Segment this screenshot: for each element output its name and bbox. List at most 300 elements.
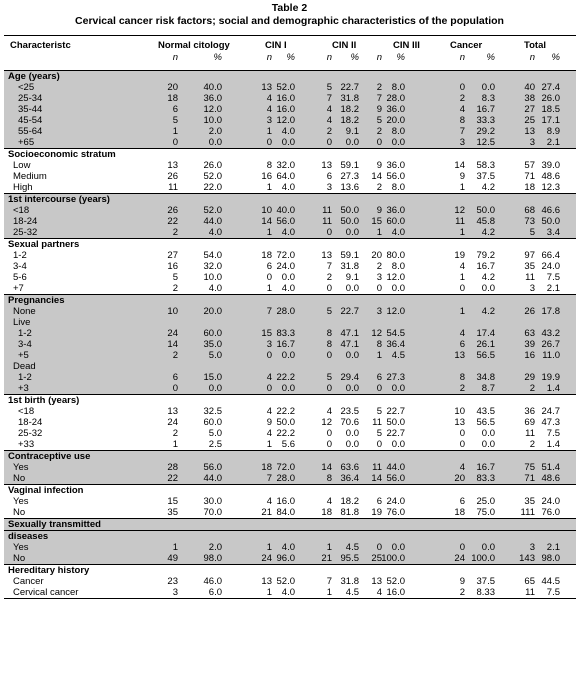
table-row bbox=[4, 272, 576, 283]
cell-pct: 18.2 bbox=[340, 104, 359, 115]
cell-pct: 11.0 bbox=[542, 350, 560, 361]
cell-n: 13 bbox=[454, 417, 465, 428]
cell-pct: 4.0 bbox=[391, 227, 405, 238]
table-row bbox=[4, 406, 576, 417]
header-row-units bbox=[4, 52, 576, 64]
cell-pct: 12.0 bbox=[386, 306, 405, 317]
table-row bbox=[4, 507, 576, 518]
cell-pct: 8.3 bbox=[481, 93, 495, 104]
row-label: +33 bbox=[18, 439, 35, 450]
cell-pct: 8.0 bbox=[391, 182, 405, 193]
cell-n: 4 bbox=[326, 496, 332, 507]
cell-pct: 0.0 bbox=[345, 383, 359, 394]
cell-pct: 4.2 bbox=[481, 227, 495, 238]
cell-pct: 76.0 bbox=[386, 507, 405, 518]
cell-n: 7 bbox=[326, 93, 332, 104]
cell-pct: 26.7 bbox=[541, 339, 560, 350]
cell-pct: 43.2 bbox=[541, 328, 560, 339]
cell-n: 2 bbox=[326, 272, 332, 283]
section-label: Vaginal infection bbox=[8, 485, 84, 496]
cell-n: 57 bbox=[524, 160, 535, 171]
cell-n: 9 bbox=[376, 160, 382, 171]
cell-pct: 17.8 bbox=[541, 306, 560, 317]
cell-n: 25 bbox=[524, 115, 535, 126]
cell-pct: 16.0 bbox=[386, 587, 405, 598]
cell-n: 35 bbox=[524, 261, 535, 272]
row-label: No bbox=[13, 507, 26, 518]
cell-n: 26 bbox=[524, 306, 535, 317]
table-row bbox=[4, 553, 576, 564]
cell-n: 63 bbox=[524, 328, 535, 339]
cell-pct: 22.7 bbox=[386, 406, 405, 417]
cell-n: 14 bbox=[261, 216, 272, 227]
cell-pct: 72.0 bbox=[276, 462, 295, 473]
cell-pct: 27.3 bbox=[386, 372, 405, 383]
table-row bbox=[4, 306, 576, 317]
cell-pct: 4.5 bbox=[345, 587, 359, 598]
cell-pct: 10.0 bbox=[203, 115, 222, 126]
cell-pct: 0.0 bbox=[481, 283, 495, 294]
cell-n: 11 bbox=[168, 182, 178, 193]
cell-pct: 0.0 bbox=[481, 428, 495, 439]
cell-n: 2 bbox=[376, 82, 382, 93]
table-title: Cervical cancer risk factors; social and demographic characteristics of the population bbox=[75, 15, 504, 27]
section-label: Sexual partners bbox=[8, 239, 80, 250]
cell-pct: 0.0 bbox=[345, 350, 359, 361]
cell-pct: 0.0 bbox=[391, 542, 405, 553]
row-label: 35-44 bbox=[18, 104, 43, 115]
cell-n: 7 bbox=[459, 126, 465, 137]
row-label: Low bbox=[13, 160, 31, 171]
cell-n: 7 bbox=[376, 93, 382, 104]
header-total: Total bbox=[524, 40, 546, 51]
cell-n: 4 bbox=[459, 328, 465, 339]
cell-pct: 26.0 bbox=[203, 160, 222, 171]
row-label: 5-6 bbox=[13, 272, 27, 283]
cell-pct: 47.1 bbox=[340, 339, 359, 350]
cell-n: 10 bbox=[261, 205, 272, 216]
cell-n: 13 bbox=[167, 406, 178, 417]
cell-pct: 43.5 bbox=[476, 406, 495, 417]
cell-n: 19 bbox=[454, 250, 465, 261]
cell-n: 0 bbox=[172, 137, 178, 148]
header-pct: % bbox=[350, 52, 359, 63]
cell-n: 4 bbox=[326, 406, 332, 417]
cell-n: 6 bbox=[459, 339, 465, 350]
cell-n: 2 bbox=[529, 383, 535, 394]
cell-n: 29 bbox=[524, 372, 535, 383]
section-row bbox=[4, 71, 576, 82]
table-row bbox=[4, 250, 576, 261]
cell-n: 18 bbox=[454, 507, 465, 518]
row-label: 25-32 bbox=[18, 428, 43, 439]
cell-n: 13 bbox=[321, 250, 332, 261]
row-label: 18-24 bbox=[13, 216, 38, 227]
row-label: No bbox=[13, 473, 26, 484]
cell-n: 38 bbox=[524, 93, 535, 104]
cell-n: 13 bbox=[261, 576, 272, 587]
cell-n: 19 bbox=[371, 507, 382, 518]
cell-pct: 72.0 bbox=[276, 250, 295, 261]
cell-n: 3 bbox=[529, 283, 535, 294]
cell-pct: 12.0 bbox=[203, 104, 222, 115]
cell-pct: 8.0 bbox=[391, 126, 405, 137]
cell-n: 0 bbox=[376, 137, 382, 148]
cell-pct: 98.0 bbox=[203, 553, 222, 564]
row-label: 1-2 bbox=[13, 250, 27, 261]
table-row bbox=[4, 383, 576, 394]
cell-n: 2 bbox=[459, 93, 465, 104]
cell-pct: 52.0 bbox=[203, 171, 222, 182]
cell-pct: 4.0 bbox=[281, 227, 295, 238]
cell-pct: 4.5 bbox=[391, 350, 405, 361]
cell-n: 3 bbox=[266, 115, 272, 126]
cell-pct: 52.0 bbox=[386, 576, 405, 587]
cell-n: 13 bbox=[261, 82, 272, 93]
section-label: 1st intercourse (years) bbox=[8, 194, 110, 205]
section-row bbox=[4, 394, 576, 406]
header-pct: % bbox=[551, 52, 560, 63]
cell-pct: 84.0 bbox=[276, 507, 295, 518]
cell-n: 6 bbox=[326, 171, 332, 182]
cell-n: 0 bbox=[459, 283, 465, 294]
section-label: 1st birth (years) bbox=[8, 395, 80, 406]
cell-n: 68 bbox=[524, 205, 535, 216]
cell-n: 8 bbox=[376, 339, 382, 350]
cell-n: 143 bbox=[519, 553, 535, 564]
cell-pct: 29.2 bbox=[476, 126, 495, 137]
cell-n: 49 bbox=[167, 553, 178, 564]
cell-n: 20 bbox=[167, 82, 178, 93]
cell-n: 11 bbox=[525, 428, 535, 439]
header-pct: % bbox=[486, 52, 495, 63]
cell-pct: 22.7 bbox=[340, 82, 359, 93]
cell-n: 7 bbox=[266, 306, 272, 317]
cell-pct: 0.0 bbox=[481, 542, 495, 553]
row-label: +7 bbox=[13, 283, 24, 294]
cell-pct: 0.0 bbox=[391, 383, 405, 394]
table-row bbox=[4, 328, 576, 339]
table-row bbox=[4, 496, 576, 507]
cell-n: 1 bbox=[172, 126, 178, 137]
cell-n: 0 bbox=[266, 350, 272, 361]
cell-pct: 4.0 bbox=[281, 542, 295, 553]
cell-n: 1 bbox=[266, 227, 272, 238]
cell-pct: 80.0 bbox=[386, 250, 405, 261]
cell-n: 6 bbox=[172, 104, 178, 115]
header-cin3: CIN III bbox=[393, 40, 420, 51]
cell-n: 3 bbox=[376, 272, 382, 283]
cell-pct: 2.1 bbox=[546, 542, 560, 553]
cell-n: 9 bbox=[459, 171, 465, 182]
row-label: 25-32 bbox=[13, 227, 38, 238]
cell-n: 0 bbox=[266, 383, 272, 394]
cell-n: 4 bbox=[326, 104, 332, 115]
cell-n: 0 bbox=[326, 439, 332, 450]
cell-n: 14 bbox=[321, 462, 332, 473]
cell-n: 0 bbox=[266, 272, 272, 283]
row-label: 1-2 bbox=[18, 328, 32, 339]
cell-pct: 63.6 bbox=[340, 462, 359, 473]
cell-pct: 2.0 bbox=[208, 126, 222, 137]
cell-pct: 6.0 bbox=[208, 587, 222, 598]
cell-n: 36 bbox=[524, 406, 535, 417]
cell-pct: 17.4 bbox=[476, 328, 495, 339]
header-n: n bbox=[529, 52, 535, 63]
cell-pct: 50.0 bbox=[276, 417, 295, 428]
cell-pct: 12.5 bbox=[476, 137, 495, 148]
table-row bbox=[4, 104, 576, 115]
row-label: Yes bbox=[13, 496, 29, 507]
row-label: <18 bbox=[13, 205, 30, 216]
header-n: n bbox=[326, 52, 332, 63]
section-label: Contraceptive use bbox=[8, 451, 91, 462]
cell-n: 4 bbox=[459, 462, 465, 473]
cell-n: 11 bbox=[322, 205, 332, 216]
row-label: 45-54 bbox=[18, 115, 43, 126]
cell-pct: 48.6 bbox=[541, 171, 560, 182]
cell-n: 6 bbox=[459, 496, 465, 507]
row-label: 1-2 bbox=[18, 372, 32, 383]
cell-n: 0 bbox=[376, 439, 382, 450]
cell-n: 12 bbox=[454, 205, 465, 216]
cell-pct: 100.0 bbox=[471, 553, 495, 564]
cell-pct: 0.0 bbox=[208, 137, 222, 148]
cell-n: 1 bbox=[266, 587, 272, 598]
cell-pct: 22.2 bbox=[276, 428, 295, 439]
cell-n: 5 bbox=[172, 115, 178, 126]
cell-pct: 59.1 bbox=[340, 250, 359, 261]
cell-pct: 4.5 bbox=[345, 542, 359, 553]
cell-pct: 0.0 bbox=[281, 350, 295, 361]
cell-pct: 27.4 bbox=[541, 82, 560, 93]
cell-n: 11 bbox=[455, 216, 465, 227]
header-n: n bbox=[376, 52, 382, 63]
cell-pct: 44.0 bbox=[203, 473, 222, 484]
cell-n: 0 bbox=[459, 428, 465, 439]
cell-pct: 46.0 bbox=[203, 576, 222, 587]
cell-n: 0 bbox=[459, 439, 465, 450]
cell-n: 4 bbox=[459, 261, 465, 272]
cell-pct: 48.6 bbox=[541, 473, 560, 484]
cell-pct: 28.0 bbox=[386, 93, 405, 104]
cell-pct: 4.0 bbox=[208, 283, 222, 294]
cell-pct: 50.0 bbox=[386, 417, 405, 428]
cell-n: 1 bbox=[266, 439, 272, 450]
cell-pct: 60.0 bbox=[203, 417, 222, 428]
cell-pct: 44.0 bbox=[203, 216, 222, 227]
cell-n: 23 bbox=[167, 576, 178, 587]
cell-pct: 16.7 bbox=[476, 462, 495, 473]
cell-n: 0 bbox=[376, 383, 382, 394]
cell-n: 2 bbox=[376, 126, 382, 137]
cell-pct: 36.0 bbox=[386, 104, 405, 115]
cell-pct: 0.0 bbox=[391, 137, 405, 148]
cell-pct: 0.0 bbox=[208, 383, 222, 394]
cell-pct: 24.7 bbox=[541, 406, 560, 417]
cell-n: 1 bbox=[326, 587, 332, 598]
cell-pct: 22.7 bbox=[340, 306, 359, 317]
cell-pct: 59.1 bbox=[340, 160, 359, 171]
cell-pct: 16.0 bbox=[276, 496, 295, 507]
cell-n: 8 bbox=[459, 372, 465, 383]
cell-n: 13 bbox=[454, 350, 465, 361]
cell-pct: 22.7 bbox=[386, 428, 405, 439]
cell-n: 8 bbox=[459, 115, 465, 126]
cell-pct: 18.5 bbox=[541, 104, 560, 115]
cell-pct: 18.2 bbox=[340, 115, 359, 126]
cell-n: 25 bbox=[371, 553, 382, 564]
cell-n: 27 bbox=[167, 250, 178, 261]
cell-n: 2 bbox=[459, 587, 465, 598]
row-label: No bbox=[13, 553, 26, 564]
cell-n: 4 bbox=[266, 372, 272, 383]
cell-n: 24 bbox=[454, 553, 465, 564]
cell-pct: 8.0 bbox=[391, 82, 405, 93]
table-row bbox=[4, 126, 576, 137]
cell-n: 22 bbox=[167, 216, 178, 227]
cell-pct: 4.0 bbox=[281, 182, 295, 193]
cell-pct: 37.5 bbox=[476, 171, 495, 182]
cell-pct: 36.4 bbox=[386, 339, 405, 350]
cell-pct: 31.8 bbox=[340, 261, 359, 272]
cell-n: 2 bbox=[376, 182, 382, 193]
cell-n: 5 bbox=[376, 406, 382, 417]
cell-n: 2 bbox=[529, 439, 535, 450]
row-label: Yes bbox=[13, 542, 29, 553]
row-label: +5 bbox=[18, 350, 29, 361]
cell-n: 39 bbox=[524, 339, 535, 350]
cell-pct: 31.8 bbox=[340, 93, 359, 104]
cell-pct: 4.0 bbox=[281, 587, 295, 598]
cell-pct: 75.0 bbox=[476, 507, 495, 518]
cell-pct: 2.5 bbox=[208, 439, 222, 450]
row-label: High bbox=[13, 182, 33, 193]
cell-pct: 56.0 bbox=[203, 462, 222, 473]
section-label: Hereditary history bbox=[8, 565, 90, 576]
cell-pct: 19.9 bbox=[541, 372, 560, 383]
cell-pct: 58.3 bbox=[476, 160, 495, 171]
cell-n: 1 bbox=[266, 283, 272, 294]
table-row bbox=[4, 417, 576, 428]
row-label: Live bbox=[13, 317, 31, 328]
cell-pct: 22.0 bbox=[203, 182, 222, 193]
cell-pct: 56.5 bbox=[476, 350, 495, 361]
table-row bbox=[4, 171, 576, 182]
cell-pct: 50.0 bbox=[476, 205, 495, 216]
header-cin1: CIN I bbox=[265, 40, 287, 51]
cell-n: 8 bbox=[326, 473, 332, 484]
cell-n: 16 bbox=[261, 171, 272, 182]
cell-n: 28 bbox=[167, 462, 178, 473]
cell-pct: 70.6 bbox=[340, 417, 359, 428]
cell-n: 4 bbox=[266, 93, 272, 104]
table-row bbox=[4, 261, 576, 272]
cell-n: 6 bbox=[266, 261, 272, 272]
cell-n: 9 bbox=[459, 576, 465, 587]
cell-n: 1 bbox=[326, 542, 332, 553]
cell-pct: 20.0 bbox=[203, 306, 222, 317]
cell-n: 2 bbox=[172, 227, 178, 238]
cell-n: 2 bbox=[172, 350, 178, 361]
table-row bbox=[4, 205, 576, 216]
cell-pct: 32.0 bbox=[276, 160, 295, 171]
row-label: +65 bbox=[18, 137, 35, 148]
cell-pct: 0.0 bbox=[345, 283, 359, 294]
cell-n: 0 bbox=[376, 542, 382, 553]
cell-n: 0 bbox=[326, 428, 332, 439]
cell-n: 1 bbox=[266, 126, 272, 137]
cell-n: 18 bbox=[524, 182, 535, 193]
cell-n: 73 bbox=[524, 216, 535, 227]
cell-pct: 52.0 bbox=[276, 576, 295, 587]
header-n: n bbox=[172, 52, 178, 63]
cell-n: 0 bbox=[376, 283, 382, 294]
cell-n: 16 bbox=[524, 350, 535, 361]
cell-n: 3 bbox=[459, 137, 465, 148]
cell-pct: 44.0 bbox=[386, 462, 405, 473]
cell-pct: 0.0 bbox=[391, 283, 405, 294]
section-row bbox=[4, 450, 576, 462]
table-row bbox=[4, 283, 576, 294]
cell-n: 71 bbox=[524, 473, 535, 484]
cell-pct: 0.0 bbox=[481, 82, 495, 93]
cell-pct: 12.3 bbox=[541, 182, 560, 193]
cell-n: 0 bbox=[326, 283, 332, 294]
section-row bbox=[4, 193, 576, 205]
cell-pct: 0.0 bbox=[345, 428, 359, 439]
cell-pct: 12.0 bbox=[386, 272, 405, 283]
cell-n: 11 bbox=[372, 462, 382, 473]
section-label: diseases bbox=[8, 531, 49, 542]
section-row bbox=[4, 238, 576, 250]
cell-n: 11 bbox=[525, 587, 535, 598]
table-body bbox=[4, 71, 576, 598]
cell-n: 5 bbox=[326, 306, 332, 317]
cell-n: 1 bbox=[376, 350, 382, 361]
cell-pct: 64.0 bbox=[276, 171, 295, 182]
table-row bbox=[4, 542, 576, 553]
cell-pct: 31.8 bbox=[340, 576, 359, 587]
cell-pct: 54.0 bbox=[203, 250, 222, 261]
header-n: n bbox=[459, 52, 465, 63]
cell-n: 9 bbox=[376, 205, 382, 216]
cell-n: 24 bbox=[167, 417, 178, 428]
cell-pct: 24.0 bbox=[386, 496, 405, 507]
cell-pct: 5.6 bbox=[281, 439, 295, 450]
cell-n: 75 bbox=[524, 462, 535, 473]
cell-n: 111 bbox=[520, 507, 535, 518]
cell-n: 20 bbox=[371, 250, 382, 261]
cell-n: 1 bbox=[266, 542, 272, 553]
cell-n: 14 bbox=[371, 473, 382, 484]
cell-pct: 4.2 bbox=[481, 306, 495, 317]
section-row bbox=[4, 564, 576, 576]
cell-n: 2 bbox=[326, 126, 332, 137]
cell-n: 10 bbox=[167, 306, 178, 317]
cell-n: 2 bbox=[376, 261, 382, 272]
cell-n: 27 bbox=[524, 104, 535, 115]
row-label: +3 bbox=[18, 383, 29, 394]
cell-pct: 83.3 bbox=[476, 473, 495, 484]
cell-n: 1 bbox=[376, 227, 382, 238]
cell-pct: 2.1 bbox=[546, 137, 560, 148]
cell-pct: 7.5 bbox=[546, 428, 560, 439]
cell-pct: 16.7 bbox=[476, 104, 495, 115]
cell-n: 0 bbox=[326, 227, 332, 238]
table-row bbox=[4, 350, 576, 361]
cell-n: 0 bbox=[326, 137, 332, 148]
